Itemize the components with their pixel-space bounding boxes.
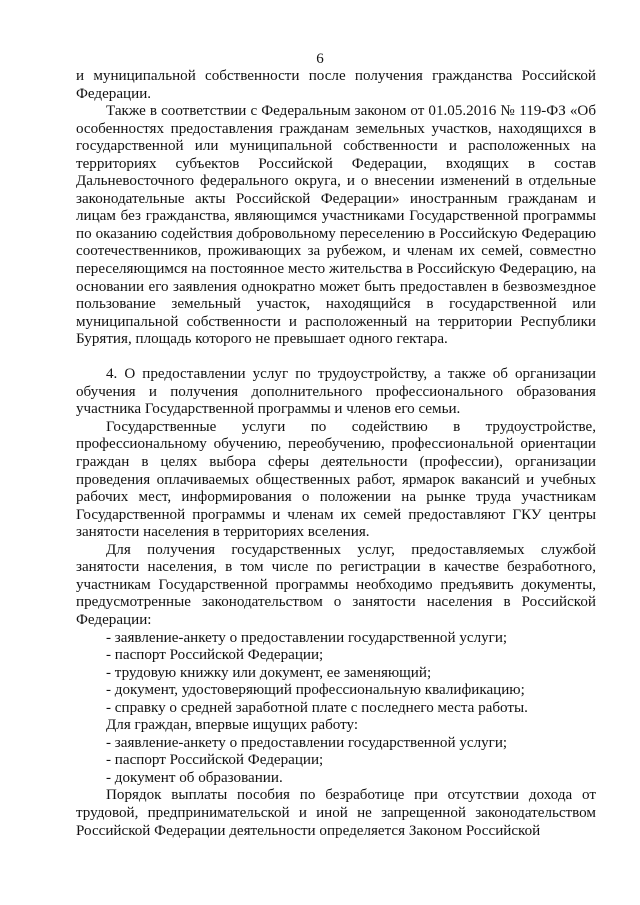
paragraph-continuation: и муниципальной собственности после получения гражданства Российской Федерации. [76, 68, 596, 102]
document-list-first-time [76, 735, 596, 788]
list-item: - заявление-анкету о предоставлении государственной услуги; [106, 629, 508, 646]
page-number: 6 [316, 51, 324, 67]
paragraph-unemployment-benefit: Порядок выплаты пособия по безработице при отсутствии дохода от трудовой, предпринимательской и иной не запрещенной законодательством Российской Федерации деятельности определяется Законом Российской [76, 787, 596, 839]
document-body [76, 68, 596, 840]
list-item: - документ об образовании. [106, 769, 283, 786]
list-item: - трудовую книжку или документ, ее заменяющий; [106, 664, 432, 681]
list-intro-first-time: Для граждан, впервые ищущих работу: [106, 717, 359, 734]
list-item: - справку о средней заработной плате с последнего места работы. [106, 699, 528, 716]
list-item: - паспорт Российской Федерации; [106, 647, 324, 664]
paragraph-land-provision: Также в соответствии с Федеральным законом от 01.05.2016 № 119-ФЗ «Об особенностях предоставления гражданам земельных участков, находящихся в государственной или муниципальной собственности и расположенных на территориях субъектов Российской Федерации, входящих в состав Дальневосточного федерального округа, и о внесении изменений в отдельные законодательные акты Российской Федерации» иностранным гражданам и лицам без гражданства, являющимся участниками Государственной программы по оказанию содействия добровольному переселению в Российскую Федерацию соотечественников, проживающих за рубежом, и членам их семей, совместно переселяющимся на постоянное место жительства в Российскую Федерацию, на основании его заявления однократно может быть предоставлен в безвозмездное пользование земельный участок, находящийся в государственной или муниципальной собственности и расположенный на территории Республики Бурятия, площадь которого не превышает одного гектара. [76, 103, 596, 348]
list-item: - документ, удостоверяющий профессиональную квалификацию; [106, 682, 525, 699]
paragraph-employment-services: Государственные услуги по содействию в трудоустройстве, профессиональному обучению, переобучению, профессиональной ориентации граждан в целях выбора сферы деятельности (профессии), организации проведения оплачиваемых общественных работ, ярмарок вакансий и учебных рабочих мест, информирования о положении на рынке труда участникам Государственной программы и членам их семей предоставляют ГКУ центры занятости населения в территориях вселения. [76, 418, 596, 541]
paragraph-required-documents: Для получения государственных услуг, предоставляемых службой занятости населения, в том числе по регистрации в качестве безработного, участникам Государственной программы необходимо предъявить документы, предусмотренные законодательством о занятости населения в Российской Федерации: [76, 541, 596, 628]
list-item: - паспорт Российской Федерации; [106, 752, 324, 769]
document-list-unemployed [76, 630, 596, 718]
list-item: - заявление-анкету о предоставлении государственной услуги; [106, 734, 508, 751]
section-4-heading: 4. О предоставлении услуг по трудоустройству, а также об организации обучения и получения дополнительного профессионального образования участника Государственной программы и членов его семьи. [76, 366, 596, 418]
